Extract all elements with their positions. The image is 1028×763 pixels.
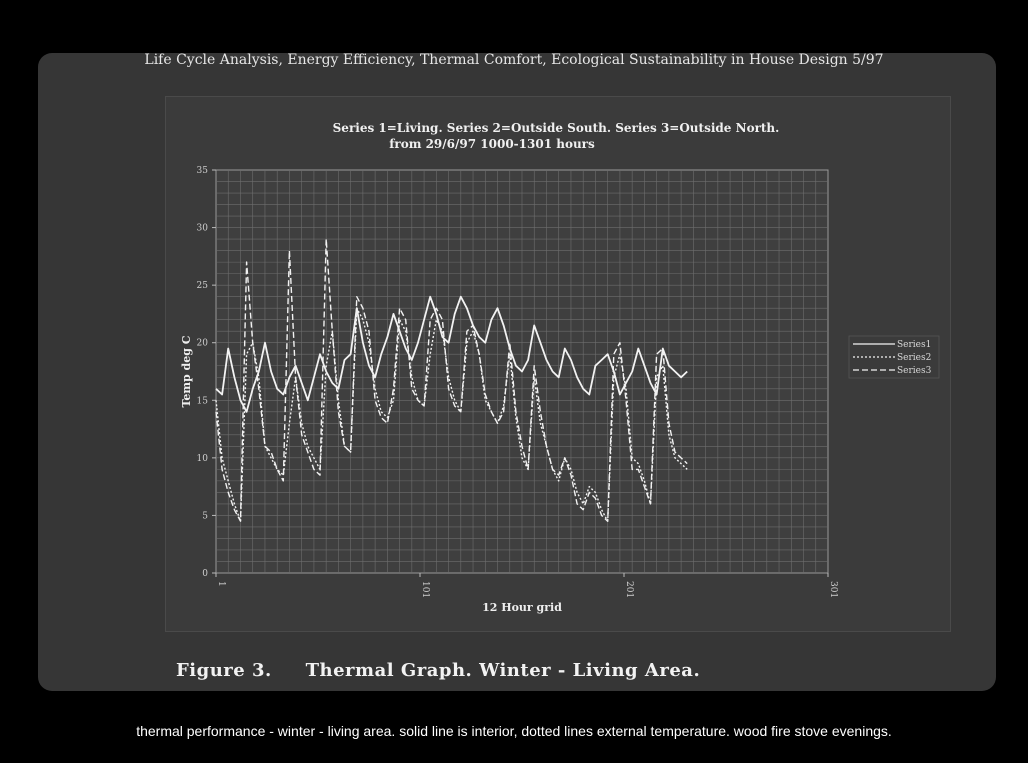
bottom-caption: thermal performance - winter - living area. solid line is interior, dotted lines external temperature. wood fire stove evenings. xyxy=(136,723,892,739)
y-tick-label: 35 xyxy=(196,166,208,176)
x-tick-label: 101 xyxy=(420,581,430,599)
thermal-chart xyxy=(166,97,950,631)
y-tick-label: 0 xyxy=(202,569,208,579)
y-tick-label: 15 xyxy=(196,396,208,407)
x-tick-label: 301 xyxy=(828,581,838,599)
y-tick-label: 20 xyxy=(196,338,208,349)
x-tick-label: 201 xyxy=(624,581,634,599)
y-tick-label: 25 xyxy=(196,281,208,292)
x-axis-label: 12 Hour grid xyxy=(482,601,562,614)
figure-caption: Figure 3. Thermal Graph. Winter - Living Area. xyxy=(176,660,701,681)
y-tick-label: 30 xyxy=(196,223,208,234)
y-axis-label: Temp deg C xyxy=(180,335,193,408)
chart-area xyxy=(165,96,951,632)
y-tick-label: 10 xyxy=(196,453,208,464)
legend-label-1: Series1 xyxy=(897,340,932,350)
page-header: Life Cycle Analysis, Energy Efficiency, Thermal Comfort, Ecological Sustainability in House Design 5/97 xyxy=(144,52,884,68)
chart-title: Series 1=Living. Series 2=Outside South. Series 3=Outside North. xyxy=(332,121,780,135)
x-tick-label: 1 xyxy=(216,581,226,587)
legend-label-2: Series2 xyxy=(897,353,932,363)
y-tick-label: 5 xyxy=(202,511,208,522)
legend-label-3: Series3 xyxy=(897,366,932,376)
chart-subtitle: from 29/6/97 1000-1301 hours xyxy=(389,137,595,151)
